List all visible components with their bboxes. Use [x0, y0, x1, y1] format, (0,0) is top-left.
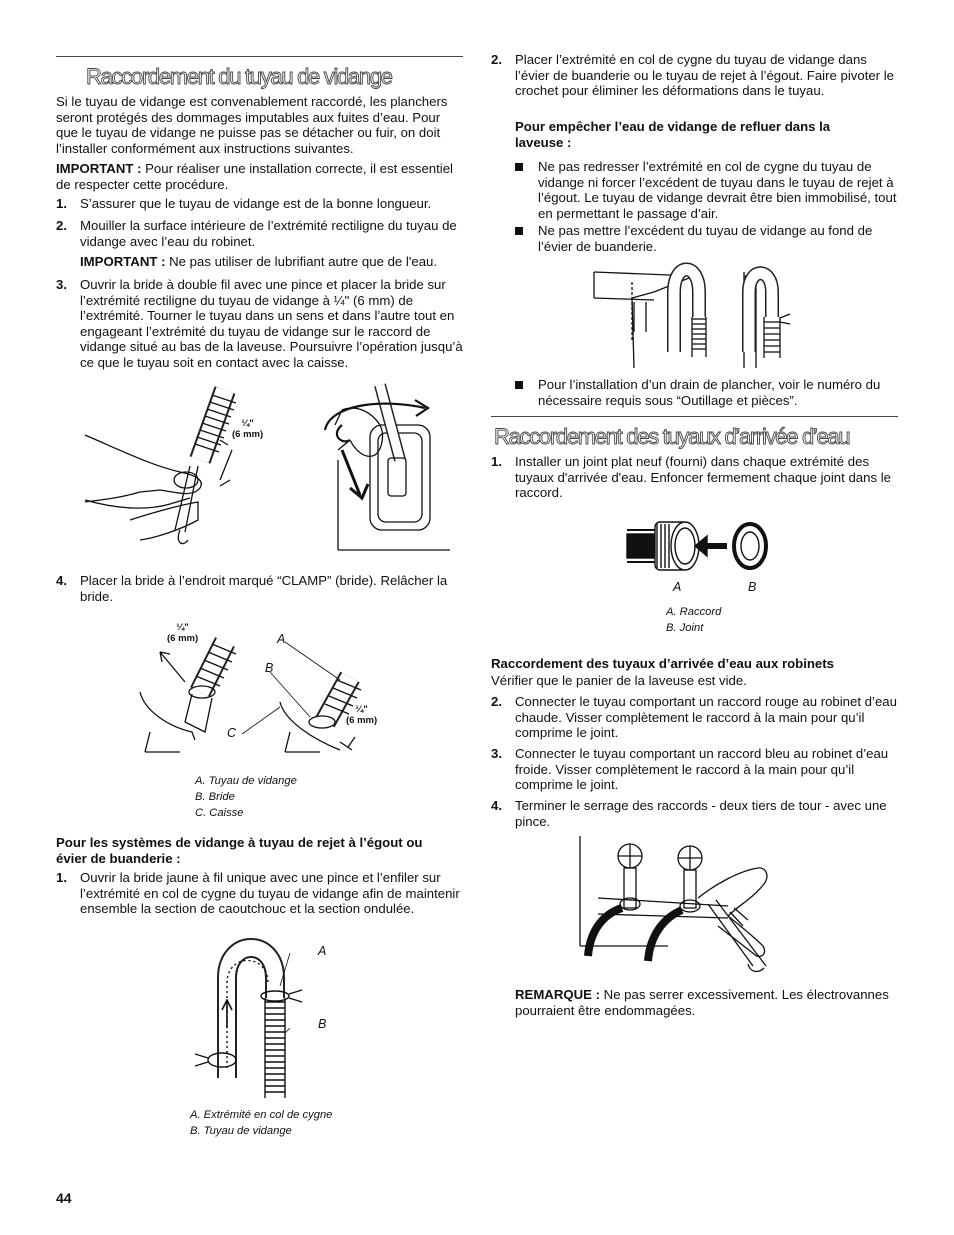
- step-text: Terminer le serrage des raccords - deux tiers de tour - avec une pince.: [515, 798, 887, 829]
- bullet-text: Ne pas mettre l’excédent du tuyau de vidange au fond de l’évier de buanderie.: [538, 223, 873, 254]
- step-number: 2.: [491, 52, 502, 67]
- fig2-dim2-mm: (6 mm): [346, 715, 378, 726]
- important-label: IMPORTANT :: [56, 161, 142, 176]
- fig1-dim-fraction: ¼": [241, 418, 254, 429]
- fig2-dim2-fraction: ¼": [355, 704, 368, 715]
- fig5-caption-a: A. Raccord: [666, 606, 722, 618]
- section-heading-inlet-hoses: Raccordement des tuyaux d’arrivée d’eau: [494, 424, 850, 449]
- step-number: 4.: [56, 573, 67, 588]
- step-number: 3.: [56, 277, 67, 292]
- fig1-dim-mm: (6 mm): [232, 429, 264, 440]
- fig1-dimension-label: [232, 418, 263, 440]
- fig5-label-a: A: [673, 580, 682, 594]
- fig2-dimension-label-1: [167, 622, 198, 644]
- top-rule-left: [56, 56, 463, 57]
- faucet-intro: Vérifier que le panier de la laveuse est vide.: [491, 673, 747, 688]
- fig2-label-a: A: [277, 632, 286, 646]
- fig2-label-c: C: [227, 726, 237, 740]
- step-text: Ouvrir la bride jaune à fil unique avec une pince et l’enfiler sur l’extrémité en col de cygne du tuyau de vidange afin de maintenir ensemble la section de caoutchouc et la section ondulée.: [80, 870, 460, 917]
- fig3-label-a: A: [318, 944, 327, 958]
- bullet-marker: [515, 381, 523, 389]
- bullet-text: Pour l’installation d’un drain de plancher, voir le numéro du nécessaire requis sous “Outillage et pièces”.: [538, 377, 881, 408]
- figure-clamp-install: [80, 380, 450, 555]
- important-text: Pour réaliser une installation correcte, il est essentiel de respecter cette procédure.: [56, 161, 453, 192]
- step-number: 2.: [491, 694, 502, 709]
- step-text: Placer l’extrémité en col de cygne du tuyau de vidange dans l’évier de buanderie ou le tuyau de rejet à l’égout. Faire pivoter le crochet pour éliminer les déformations dans le tuyau.: [515, 52, 895, 99]
- step-number: 3.: [491, 746, 502, 761]
- intro-paragraph: Si le tuyau de vidange est convenablement raccordé, les planchers seront protégés des dommages imputables aux fuites d’eau. Pour que le tuyau de vidange ne puisse pas se détacher ou fuir, on doit l’installer conformément aux instructions suivantes.: [56, 94, 448, 156]
- step-number: 2.: [56, 218, 67, 233]
- bullet-marker: [515, 227, 523, 235]
- section-heading-drain-hose: Raccordement du tuyau de vidange: [86, 64, 392, 89]
- step2-important-note: [80, 254, 463, 270]
- step-text: Installer un joint plat neuf (fourni) dans chaque extrémité des tuyaux d'arrivée d'eau. Enfoncer fermement chaque joint dans le raccord.: [515, 454, 891, 501]
- fig2-label-b: B: [265, 661, 274, 675]
- fig3-label-b: B: [318, 1017, 327, 1031]
- fig5-caption-b: B. Joint: [666, 622, 704, 634]
- step-text: Placer la bride à l’endroit marqué “CLAMP” (bride). Relâcher la bride.: [80, 573, 448, 604]
- note-remarque: [515, 987, 898, 1018]
- figure-gooseneck: [190, 938, 330, 1098]
- step-number: 1.: [56, 196, 67, 211]
- fig5-label-b: B: [748, 580, 757, 594]
- step-text: S’assurer que le tuyau de vidange est de la bonne longueur.: [80, 196, 432, 211]
- fig2-dim1-mm: (6 mm): [167, 633, 199, 644]
- note-text: Ne pas serrer excessivement. Les électrovannes pourraient être endommagées.: [515, 987, 889, 1018]
- important-label: IMPORTANT :: [80, 254, 166, 269]
- fig2-caption-b: B. Bride: [195, 791, 235, 803]
- fig2-caption-c: C. Caisse: [195, 807, 244, 819]
- step-text: Mouiller la surface intérieure de l’extrémité rectiligne du tuyau de vidange avec l’eau du robinet.: [80, 218, 457, 249]
- bullet-marker: [515, 163, 523, 171]
- figure-fitting-washer: [627, 516, 773, 576]
- fig2-dim1-fraction: ¼": [176, 622, 189, 633]
- important-note: [56, 161, 456, 192]
- section-rule-right: [491, 416, 898, 417]
- step-text: Ouvrir la bride à double fil avec une pince et placer la bride sur l’extrémité rectiligne du tuyau de vidange à ¼" (6 mm) de l’extrémité. Tourner le tuyau dans un sens et dans l’autre tout en engageant l’extrémité du tuyau de vidange sur le raccord de vidange situé au bas de la laveuse. Poursuivre l’opération jusqu’à ce que le tuyau soit en contact avec la caisse.: [80, 277, 463, 370]
- important-text: Ne pas utiliser de lubrifiant autre que de l'eau.: [165, 254, 438, 269]
- fig3-caption-b: B. Tuyau de vidange: [190, 1125, 292, 1137]
- backflow-heading: Pour empêcher l’eau de vidange de refluer dans la laveuse :: [515, 119, 831, 150]
- figure-sink-standpipe: [594, 262, 806, 368]
- step-number: 1.: [491, 454, 502, 469]
- faucet-heading: Raccordement des tuyaux d’arrivée d’eau aux robinets: [491, 656, 834, 671]
- fig3-caption-a: A. Extrémité en col de cygne: [190, 1109, 333, 1121]
- step-number: 1.: [56, 870, 67, 885]
- fig2-caption-a: A. Tuyau de vidange: [195, 775, 297, 787]
- figure-clamp-placement: [130, 622, 370, 762]
- step-number: 4.: [491, 798, 502, 813]
- step-text: Connecter le tuyau comportant un raccord rouge au robinet d’eau chaude. Visser complètement le raccord à la main pour qu’il comprime le joint.: [515, 694, 897, 741]
- step-text: Connecter le tuyau comportant un raccord bleu au robinet d’eau froide. Visser complètement le raccord à la main pour qu’il comprime le joint.: [515, 746, 889, 793]
- standpipe-heading: Pour les systèmes de vidange à tuyau de rejet à l’égout ou évier de buanderie :: [56, 835, 423, 866]
- note-label: REMARQUE :: [515, 987, 600, 1002]
- figure-faucet-pliers: [578, 836, 770, 978]
- fig2-dimension-label-2: [346, 704, 377, 726]
- page-number: 44: [56, 1190, 72, 1206]
- bullet-text: Ne pas redresser l’extrémité en col de cygne du tuyau de vidange ni forcer l’excédent de tuyau dans le tuyau de rejet à l’égout. Le tuyau de vidange devrait être bien immobilisé, tout en permettant le passage d’air.: [538, 159, 897, 221]
